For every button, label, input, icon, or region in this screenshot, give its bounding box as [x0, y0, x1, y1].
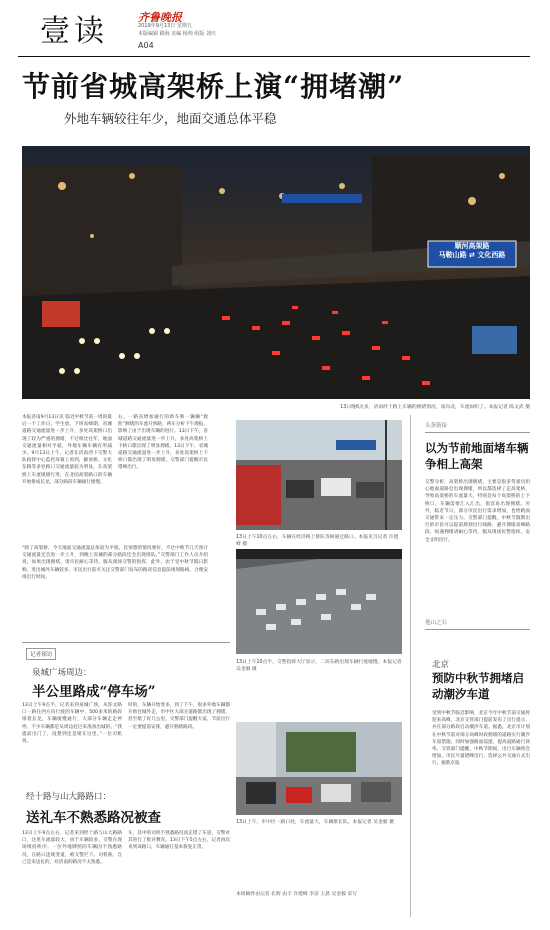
footer-credit: 本组稿件由记者 孔辉 由丰 许建峰 李彦 王晨 吴金毅 采写 — [236, 892, 358, 897]
traffic-night-photo — [22, 146, 530, 399]
header-divider — [18, 56, 530, 57]
sign-line-2: 马鞍山路 ⇄ 文化西路 — [438, 251, 506, 259]
header-date: 2019年9月13日 星期五 — [138, 23, 192, 29]
section-b-title2: 送礼车不熟悉路况被查 — [26, 810, 161, 826]
sign-right: 文化西路 — [477, 251, 506, 259]
section-a-title1: 泉城广场周边： — [32, 668, 92, 678]
photo-traffic-street — [236, 420, 402, 530]
cctv-photo — [236, 549, 402, 654]
header-meta — [138, 22, 216, 38]
sign-line-1: 顺河高架路 — [454, 242, 490, 250]
sidebar-divider — [410, 415, 411, 917]
photo-traffic-road — [236, 722, 402, 815]
header-editors: 本版编辑 路海 美编 杨帅 组版 刘庆 — [138, 31, 216, 37]
section-brand: 壹读 — [40, 14, 108, 49]
sign-left: 马鞍山路 — [438, 251, 467, 259]
section-a-rule — [22, 642, 230, 643]
sub-headline: 外地车辆较往年少，地面交通总体平稳 — [64, 111, 277, 126]
section-b-column-1: 13日上午9点左右，记者来到经十路与山大路路口，这里车流量较大，由于车辆较多，交警在现场维持秩序。一位外地牌照的车辆因不熟悉路况，在路口违规变道，被交警拦下。司机称，自己是来送礼的，对济南的路况不太熟悉。 — [22, 831, 122, 865]
photo2-caption: 13日上午10点左右，车辆在经济路上排队等候通过路口。本报见习记者 许建峰 摄 — [236, 535, 399, 547]
sidebar2-region: 北京 — [432, 660, 450, 670]
article-column-3: “除了高架桥，今天地面交通流量总体较为平稳，比预想的情况要好，不过中秋节几天预计交通流量还会进一步上升，到晚上省城的部分路段还会出现排队。”交警部门工作人员介绍说，如果出现拥堵，请市民耐心等待，服从现场交警的指挥，此外，由于受中秋节假日影响，进出城外车辆较多，市民出行前可关注交警部门发布的路况信息提前规划路线，合理安排出行时间。 — [22, 546, 208, 580]
section-a-label: 记者探访 — [26, 648, 56, 660]
sidebar2-body: 受到中秋节临近影响，北京今年中秋节前交通将迎来高峰，北京交管部门提前发布了出行提示，并在部分路段启动潮汐车道。据悉，北京市计划在中秋节前对部分高峰时段拥堵的道路实行潮汐车道措施，同时加强路面巡逻，提高道路通行效率。交管部门提醒，中秋节期间，出行车辆将会增加，市民尽量错峰出行，选择公共交通方式出行。据新京报 — [432, 711, 530, 767]
main-headline: 节前省城高架桥上演“拥堵潮” — [22, 70, 405, 103]
sidebar1-body: 交警分析，高架桥出现拥堵，主要是很多驾驶员担心地面道路会出现拥堵，所以都选择了走高架桥，导致高架桥的车流量大，特别是每个高架桥的上下桥口，车辆需要汇入汇出，很容易出现拥堵。另外，临近节日，部分市民出行需求增加，也给路面交通带来一定压力。交警部门提醒，中秋节假期出行的市民可以提前规划出行线路，避开拥堵高峰路段，如遇拥堵请耐心等待，服从现场民警指挥，安全文明出行。 — [425, 480, 530, 543]
road-sign — [430, 242, 514, 260]
photo3-caption: 13日上午10点半，交警指挥大厅显示，二环东路出现车辆行驶缓慢。本报记者 吴金毅 摄 — [236, 660, 402, 672]
photo-monitor-screen — [236, 549, 402, 654]
road-photo — [236, 722, 402, 815]
section-b-title1: 经十路与山大路路口： — [26, 792, 112, 802]
sidebar1-rule — [425, 432, 530, 433]
section-a-title2: 半公里路成“停车场” — [32, 684, 156, 700]
sidebar2-tag: 他山之石 — [425, 620, 448, 626]
article-column-2: 右、一路向增加通行的新车和一辆辆“救险”拥堵的车流开到路，两车分析下午理报，影响了由于出现车辆的进行。13日下午，省城道路交通流量进一步上升，多处高架桥上下桥口都出现了明显拥堵。13日下午，省城道路交通流量进一步上升，多处高架桥上下桥口都出现了明显拥堵，交警部门提醒市民错峰出行。 — [118, 415, 208, 471]
section-a-column-2: 时的，车辆开始变多，到了下午，很多外地车辆都开始往城外走，市中区大部分道路都出现了拥堵，甚至堵了好几公里。交警部门提醒大家，节前出行一定要提前安排，避开拥堵路段。 — [128, 703, 230, 730]
main-photo-caption: 13日晚6点多，济南经十路上车辆的拥堵情况，南向北，车流如织了。本报记者 陈文武 摄 — [340, 405, 530, 410]
main-photo — [22, 146, 530, 399]
sidebar1-title: 以为节前地面堵车辆争相上高架 — [425, 441, 529, 471]
section-b-column-2: 车，其中的司机不熟悉路况而走错了车道，交警对其进行了批评教育。13日下午5点左右，记者再次来到该路口，车辆通行基本恢复正常。 — [128, 831, 230, 851]
sidebar1-tag: 头条链接 — [425, 423, 448, 429]
sidebar2-title: 预防中秋节拥堵启动潮汐车道 — [432, 671, 524, 701]
section-a-column-1: 13日上午9点半，记者来到泉城广场，从泺文路口一路往西方向行驶的车辆中，500多米的路段排着长龙，车辆缓慢通行，大部分车辆走走停停。不少车辆都是从周边赶过来准备出城的。“我提前出门了，没想到还是堵在这里。”一位司机说。 — [22, 703, 122, 745]
sidebar2-rule — [425, 629, 530, 630]
photo4-caption: 13日上午，市中区一路口处，车流量大，车辆排长队。本报记者 吴金毅 摄 — [236, 820, 394, 825]
newspaper-logo: 齐鲁晚报 — [138, 11, 182, 24]
page-number: A04 — [138, 41, 154, 50]
article-column-1: 本报济南9月13日讯 临近中秋节前一周的最后一个工作日，学生放，下班高峰期，省城道路交通流量进一步上升，多处高架桥口出现了较为严重的拥堵，不过相比往年，地面交通流量相对平稳，外地车辆车辆有所减少。9月13日上午，记者在济南西下交警大队指挥中心监控屏幕上看到，解放桥、文化东路等多处路口交通流量较为明显，在高架桥上车流缓缓行进，在北园高架路口的车辆开始排成长龙，部分路段车辆通行缓慢。 — [22, 415, 112, 485]
street-photo — [236, 420, 402, 530]
